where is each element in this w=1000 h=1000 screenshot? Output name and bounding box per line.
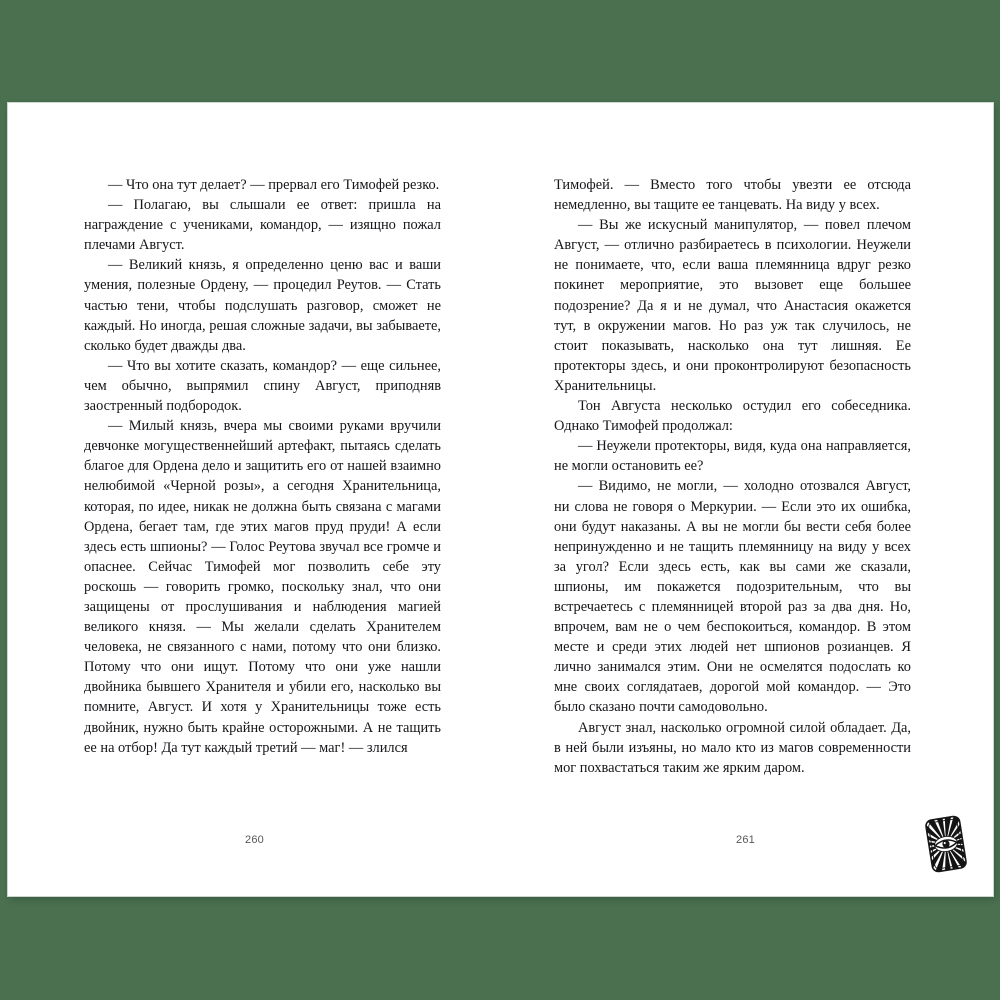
paragraph: — Что она тут делает? — прервал его Тимофей резко. bbox=[108, 177, 440, 193]
paragraph: Тимофей. — Вместо того чтобы увезти ее отсюда немедленно, вы тащите ее танцевать. На виду у всех. bbox=[554, 177, 911, 214]
book-page-right bbox=[500, 103, 993, 896]
paragraph: — Видимо, не могли, — холодно отозвался Август, ни слова не говоря о Меркурии. — Если это их ошибка, они будут наказаны. А вы не могли бы вести себя более непринужденно и не тащить племянницу на виду у всех за угол? Если здесь есть, как вы сами же сказали, шпионы, им покажется подозрительным, что вы встречаетесь с племянницей второй раз за два дня. Но, впрочем, вам не о чем беспокоиться, командор. В этом месте и среди этих людей нет шпионов розианцев. Я лично занимался этим. Они не осмелятся подослать ко мне своих соглядатаев, дорогой мой командор. — Это было сказано почти самодовольно. bbox=[554, 478, 911, 716]
paragraph: — Неужели протекторы, видя, куда она направляется, не могли остановить ее? bbox=[554, 438, 911, 475]
left-page-text-column bbox=[84, 175, 441, 758]
page-number-left: 260 bbox=[245, 834, 264, 846]
paragraph: — Что вы хотите сказать, командор? — еще сильнее, чем обычно, выпрямил спину Август, приподняв заостренный подбородок. bbox=[84, 357, 441, 415]
paragraph: — Милый князь, вчера мы своими руками вручили девчонке могущественнейший артефакт, пытаясь сделать благое для Ордена дело и защитить его от нашей взаимно нелюбимой «Черной розы», а сегодня Хранительница, которая, по идее, никак не должна быть связана с магами Ордена, бегает там, где этих магов пруд пруди! А если здесь есть шпионы? — Голос Реутова звучал все громче и опаснее. Сейчас Тимофей мог позволить себе эту роскошь — говорить громко, поскольку знал, что они защищены от прослушивания и наблюдения магией великого князя. — Мы желали сделать Хранителем человека, не связанного с нами, потому что они близко. Потому что они ищут. Потому что они уже нашли двойника бывшего Хранителя и убили его, насколько вы помните, Август. И хотя у Хранительницы тоже есть двойник, нужно быть крайне осторожными. А не тащить ее на отбор! Да тут каждый третий — маг! — злился bbox=[84, 418, 441, 756]
right-page-text-column bbox=[554, 175, 911, 778]
paragraph: — Вы же искусный манипулятор, — повел плечом Август, — отлично разбираетесь в психологии. Неужели не понимаете, что, если ваша племянница вдруг резко покинет мероприятие, это вызовет еще большее подозрение? Да я и не думал, что Анастасия окажется тут, в окружении магов. Но раз уж так случилось, не стоит показывать, насколько она тут лишняя. Ее протекторы здесь, и они проконтролируют безопасность Хранительницы. bbox=[554, 217, 911, 394]
book-spread bbox=[8, 103, 993, 896]
paragraph: Тон Августа несколько остудил его собеседника. Однако Тимофей продолжал: bbox=[554, 398, 911, 435]
eye-card-emblem bbox=[916, 808, 976, 880]
page-number-right: 261 bbox=[736, 834, 755, 846]
book-page-left bbox=[8, 103, 500, 896]
paragraph: — Великий князь, я определенно ценю вас и ваши умения, полезные Ордену, — процедил Реутов. — Стать частью тени, чтобы подслушать разговор, сможет не каждый. Но иногда, решая сложные задачи, вы забываете, сколько будет дважды два. bbox=[84, 257, 441, 354]
paragraph: Август знал, насколько огромной силой обладает. Да, в ней были изъяны, но мало кто из магов современности мог похвастаться таким же ярким даром. bbox=[554, 719, 911, 776]
paragraph: — Полагаю, вы слышали ее ответ: пришла на награждение с учениками, командор, — изящно пожал плечами Август. bbox=[84, 197, 441, 254]
